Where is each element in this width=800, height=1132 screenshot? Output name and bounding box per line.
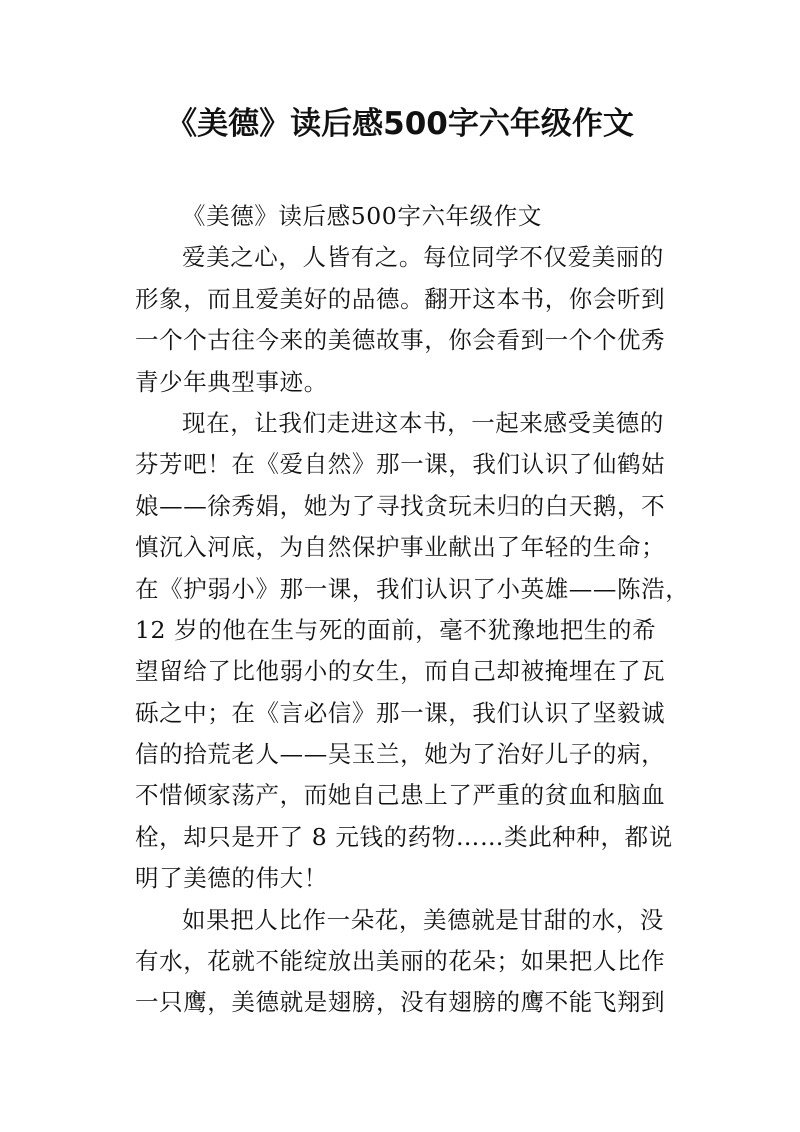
- text-line: 望留给了比他弱小的女生，而自己却被掩埋在了瓦: [135, 657, 666, 686]
- text-line: 芬芳吧！在《爱自然》那一课，我们认识了仙鹤姑: [135, 450, 666, 479]
- text-line: 明了美德的伟大！: [135, 864, 328, 893]
- text-line: 信的拾荒老人——吴玉兰，她为了治好儿子的病，: [135, 740, 666, 769]
- text-line: 娘——徐秀娟，她为了寻找贪玩未归的白天鹅，不: [135, 491, 666, 520]
- text-line: 不惜倾家荡产，而她自己患上了严重的贫血和脑血: [135, 781, 666, 810]
- document-body: [135, 196, 690, 1024]
- text-line: 在《护弱小》那一课，我们认识了小英雄——陈浩，: [135, 574, 690, 603]
- text-line: 砾之中；在《言必信》那一课，我们认识了坚毅诚: [135, 698, 666, 727]
- text-line: 一个个古往今来的美德故事，你会看到一个个优秀: [135, 326, 666, 355]
- text-line: 如果把人比作一朵花，美德就是甘甜的水，没: [182, 905, 664, 934]
- document-title: 《美德》读后感500字六年级作文: [166, 106, 634, 142]
- text-line: 有水，花就不能绽放出美丽的花朵；如果把人比作: [135, 947, 666, 976]
- text-line: 《美德》读后感500字六年级作文: [182, 202, 542, 230]
- text-line: 形象，而且爱美好的品德。翻开这本书，你会听到: [135, 284, 666, 313]
- text-line: 现在，让我们走进这本书，一起来感受美德的: [182, 408, 664, 437]
- text-line: 12 岁的他在生与死的面前，毫不犹豫地把生的希: [135, 615, 657, 644]
- text-line: 慎沉入河底，为自然保护事业献出了年轻的生命；: [135, 533, 666, 562]
- text-line: 青少年典型事迹。: [135, 367, 328, 396]
- text-line: 栓，却只是开了 8 元钱的药物……类此种种，都说: [135, 822, 673, 851]
- text-line: 爱美之心，人皆有之。每位同学不仅爱美丽的: [182, 243, 664, 272]
- text-line: 一只鹰，美德就是翅膀，没有翅膀的鹰不能飞翔到: [135, 988, 666, 1017]
